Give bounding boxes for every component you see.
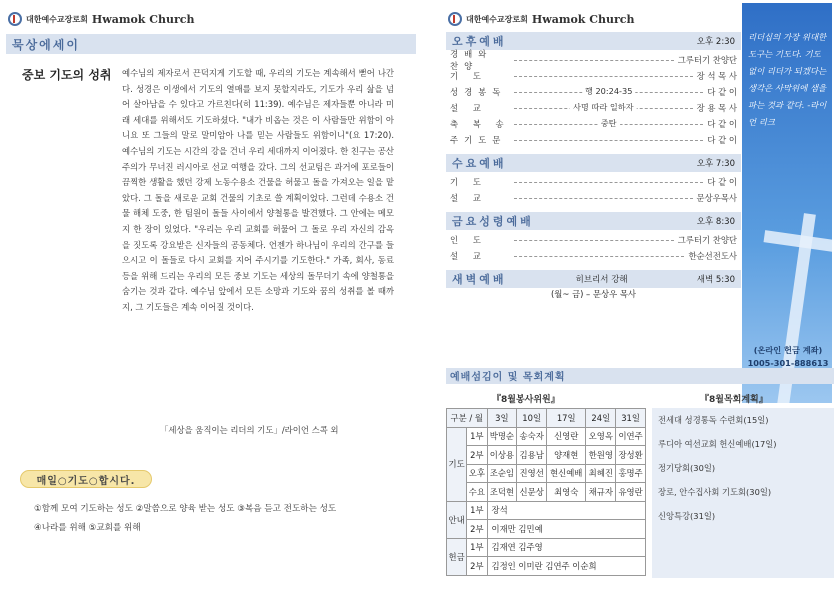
plan-item: 정기당회(30일) (658, 463, 716, 473)
church-name: Hwamok Church (531, 12, 635, 26)
wednesday-service (446, 154, 741, 206)
plan-item: 장로, 안수집사회 기도회(30일) (658, 487, 772, 497)
service-key: 오후 (467, 464, 487, 483)
table-cell: 오영옥 (586, 427, 616, 446)
table-row (447, 464, 646, 483)
corner-month: 월 (474, 412, 483, 423)
row-label: 경배와 찬양 (450, 49, 493, 71)
table-cell: 한원영 (586, 446, 616, 465)
service-row (446, 190, 741, 206)
worship-schedule (446, 32, 741, 310)
service-row (446, 116, 741, 132)
table-cell: 유영란 (616, 483, 646, 502)
row-leader-line (514, 140, 703, 141)
service-key: 2부 (467, 446, 487, 465)
dawn-title: 새벽예배 (452, 273, 507, 286)
date-col: 17일 (547, 409, 586, 428)
service-key: 2부 (467, 520, 487, 539)
service-row (446, 248, 741, 264)
daily-prayer-badge: 매일○기도○합시다. (20, 470, 152, 488)
church-name: Hwamok Church (91, 12, 195, 26)
wednesday-time: 오후 7:30 (696, 159, 735, 169)
table-corner: 구분 / 월 (447, 409, 488, 428)
table-cell: 현신예배 (547, 464, 586, 483)
plan-list (652, 408, 834, 578)
table-cell: 최영숙 (547, 483, 586, 502)
dawn-leader: (월~ 금) – 문상우 목사 (550, 289, 637, 299)
row-person: 다 같 이 (707, 119, 737, 129)
row-person: 다 같 이 (707, 87, 737, 97)
row-person: 문상우목사 (696, 193, 737, 203)
table-cell: 조덕현 (487, 483, 517, 502)
table-row (447, 446, 646, 465)
essay-body: 예수님의 제자로서 끈덕지게 기도할 때, 우리의 기도는 계속해서 뻗어 나간다. 성경은 이생에서 기도의 열매를 보지 못할지라도, 기도가 우리 삶을 넘어 살아남을 수 있다고 가르친다(히 11:39). 예수님은 제자들뿐 아니라 미래 세대를 위해서도 기도하셨다. "내가 비옵는 것은 이 사람들만 위함이 아니요 또 그들의 말로 말미암아 나를 믿는 사람들도 위함이니"(요 17:20). 예수님의 기도는 시간의 강을 건너 우리 세대까지 이어졌다. 한 친구는 공산주의가 무너진 러시아로 선교 여행을 갔다. 그의 선교팀은 과거에 포로들이 끔찍한 생활을 했던 강제 노동수용소 건물을 허물고 돌을 가져오는 일을 맡았다. 그 돌을 새로운 교회 건물의 기초로 쓸 계획이었다. 그런데 수용소 건물 해체 도중, 한 팀원이 돌들 사이에서 양철통을 발견했다. 그 안에는 메모지 한 장이 있었다. "우리는 우리 교회를 허물어 그 돌로 우리 자신의 감옥을 짓도록 강요받은 신자들의 공동체다. 언젠가 하나님이 우리의 간구를 들으시고 이 돌들로 다시 교회를 지어 주시기를 기도한다." 가족, 회사, 동료 등을 위해 드리는 우리의 모든 중보 기도는 세상의 돌무더기 속에 양철통을 숨기는 것과 같다. 예수님 앞에서 모든 소망과 기도와 꿈의 성취를 볼 때까지, 그 기도들은 계속 이어질 것이다. (122, 68, 394, 312)
table-cell: 조순임 (487, 464, 517, 483)
dawn-time: 새벽 5:30 (696, 275, 735, 285)
date-col: 10일 (517, 409, 547, 428)
row-person: 그루터기 찬양단 (677, 235, 737, 245)
service-row (446, 132, 741, 148)
date-col: 31일 (616, 409, 646, 428)
service-key: 1부 (467, 427, 487, 446)
prayer-line-2: ④나라를 위해 ⑤교회를 위해 (34, 523, 141, 533)
table-cell: 신영란 (547, 427, 586, 446)
table-row (447, 501, 646, 520)
duty-title: 『8월봉사위원』 (492, 395, 560, 405)
service-key: 1부 (467, 538, 487, 557)
essay-title: 중보 기도의 성취 (22, 68, 112, 82)
row-person: 한순선전도사 (688, 251, 737, 261)
row-person: 다 같 이 (707, 135, 737, 145)
table-cell: 양재현 (547, 446, 586, 465)
table-cell: 장성환 (616, 446, 646, 465)
table-cell: 박명순 (487, 427, 517, 446)
row-content: 행 20:24-35 (582, 86, 635, 97)
friday-title: 금요성령예배 (452, 215, 534, 228)
table-row (447, 557, 646, 576)
table-cell: 홍명주 (616, 464, 646, 483)
table-cell: 김정인 이미란 김연주 이순희 (487, 557, 646, 576)
cross-bar (764, 230, 832, 252)
service-key: 수요 (467, 483, 487, 502)
service-key: 1부 (467, 501, 487, 520)
row-label: 인 도 (450, 235, 487, 245)
prayer-list (34, 500, 336, 538)
meditation-title: 묵상에세이 (6, 34, 416, 54)
service-row (446, 49, 741, 71)
denomination-name: 대한예수교장로회 (26, 14, 88, 24)
service-row (446, 174, 741, 190)
church-logo-left (8, 10, 208, 28)
service-row (446, 100, 741, 116)
table-cell: 진영선 (517, 464, 547, 483)
table-cell: 장석 (487, 501, 646, 520)
plan-title: 『8월목회계획』 (700, 395, 768, 405)
row-leader-line (514, 240, 674, 241)
leadership-quote: 리더십의 가장 위대한 도구는 기도다. 기도 없이 리더가 되겠다는 생각은 사막위에 샘을 파는 것과 같다. -라이언 리크 (748, 32, 827, 127)
table-cell: 송숙자 (517, 427, 547, 446)
friday-time: 오후 8:30 (696, 217, 735, 227)
dawn-service (446, 270, 741, 304)
row-label: 축 복 송 (450, 119, 510, 129)
row-leader-line (514, 182, 703, 183)
plan-item: 신앙특강(31일) (658, 511, 716, 521)
account-number: 1005-301-888613 (747, 358, 829, 368)
row-label: 설 교 (450, 251, 487, 261)
row-content: 사명 따라 일하자 (570, 102, 637, 113)
row-leader-line (514, 117, 703, 128)
row-leader-line (514, 60, 674, 61)
table-cell: 김재연 김주영 (487, 538, 646, 557)
row-leader-line (514, 101, 693, 112)
afternoon-title: 오후예배 (452, 35, 507, 48)
group-label: 안내 (447, 501, 467, 538)
row-label: 설 교 (450, 103, 487, 113)
church-emblem-icon (8, 12, 22, 26)
table-cell: 김용남 (517, 446, 547, 465)
table-row (447, 483, 646, 502)
table-cell: 이연주 (616, 427, 646, 446)
service-row (446, 68, 741, 84)
afternoon-service (446, 32, 741, 148)
row-label: 설 교 (450, 193, 487, 203)
quote-sidebar (742, 3, 832, 403)
table-cell: 신문상 (517, 483, 547, 502)
table-cell: 이상용 (487, 446, 517, 465)
row-leader-line (514, 198, 693, 199)
row-person: 그루터기 찬양단 (677, 55, 737, 65)
friday-service (446, 212, 741, 264)
group-label: 헌금 (447, 538, 467, 575)
row-person: 장 용 목 사 (696, 103, 737, 113)
serve-title: 예배섬김이 및 목회계획 (446, 368, 834, 384)
church-emblem-icon (448, 12, 462, 26)
meditation-section (6, 34, 416, 54)
table-cell: 채규자 (586, 483, 616, 502)
service-row (446, 232, 741, 248)
plan-item: 루디아 여선교회 헌신예배(17일) (658, 439, 777, 449)
group-label: 기도 (447, 427, 467, 501)
table-row (447, 538, 646, 557)
row-content: 중탄 (598, 118, 620, 129)
duty-table (446, 408, 646, 576)
account-label: (온라인 헌금 계좌) (753, 345, 823, 355)
church-logo-right (448, 10, 648, 28)
row-label: 주기도문 (450, 135, 507, 145)
table-row (447, 520, 646, 539)
row-leader-line (514, 85, 703, 96)
row-label: 기 도 (450, 177, 487, 187)
date-col: 24일 (586, 409, 616, 428)
table-cell: 최혜진 (586, 464, 616, 483)
plan-item: 전세대 성경통독 수련회(15일) (658, 415, 769, 425)
row-person: 다 같 이 (707, 177, 737, 187)
essay-source: 「세상을 움직이는 리더의 기도」/라이언 스콕 외 (160, 425, 339, 435)
row-person: 장 석 목 사 (696, 71, 737, 81)
service-key: 2부 (467, 557, 487, 576)
afternoon-time: 오후 2:30 (696, 37, 735, 47)
row-leader-line (514, 76, 693, 77)
prayer-line-1: ①함께 모여 기도하는 성도 ②말씀으로 양육 받는 성도 ③복음 듣고 전도하는 성도 (34, 504, 337, 514)
dawn-text: 히브리서 강해 (575, 275, 628, 285)
table-cell: 이재만 김민예 (487, 520, 646, 539)
row-label: 기 도 (450, 71, 487, 81)
service-row (446, 84, 741, 100)
row-label: 성경봉독 (450, 87, 507, 97)
wednesday-title: 수요예배 (452, 157, 507, 170)
denomination-name: 대한예수교장로회 (466, 14, 528, 24)
row-leader-line (514, 256, 684, 257)
table-row (447, 427, 646, 446)
date-col: 3일 (487, 409, 517, 428)
corner-label: 구분 (450, 412, 467, 423)
